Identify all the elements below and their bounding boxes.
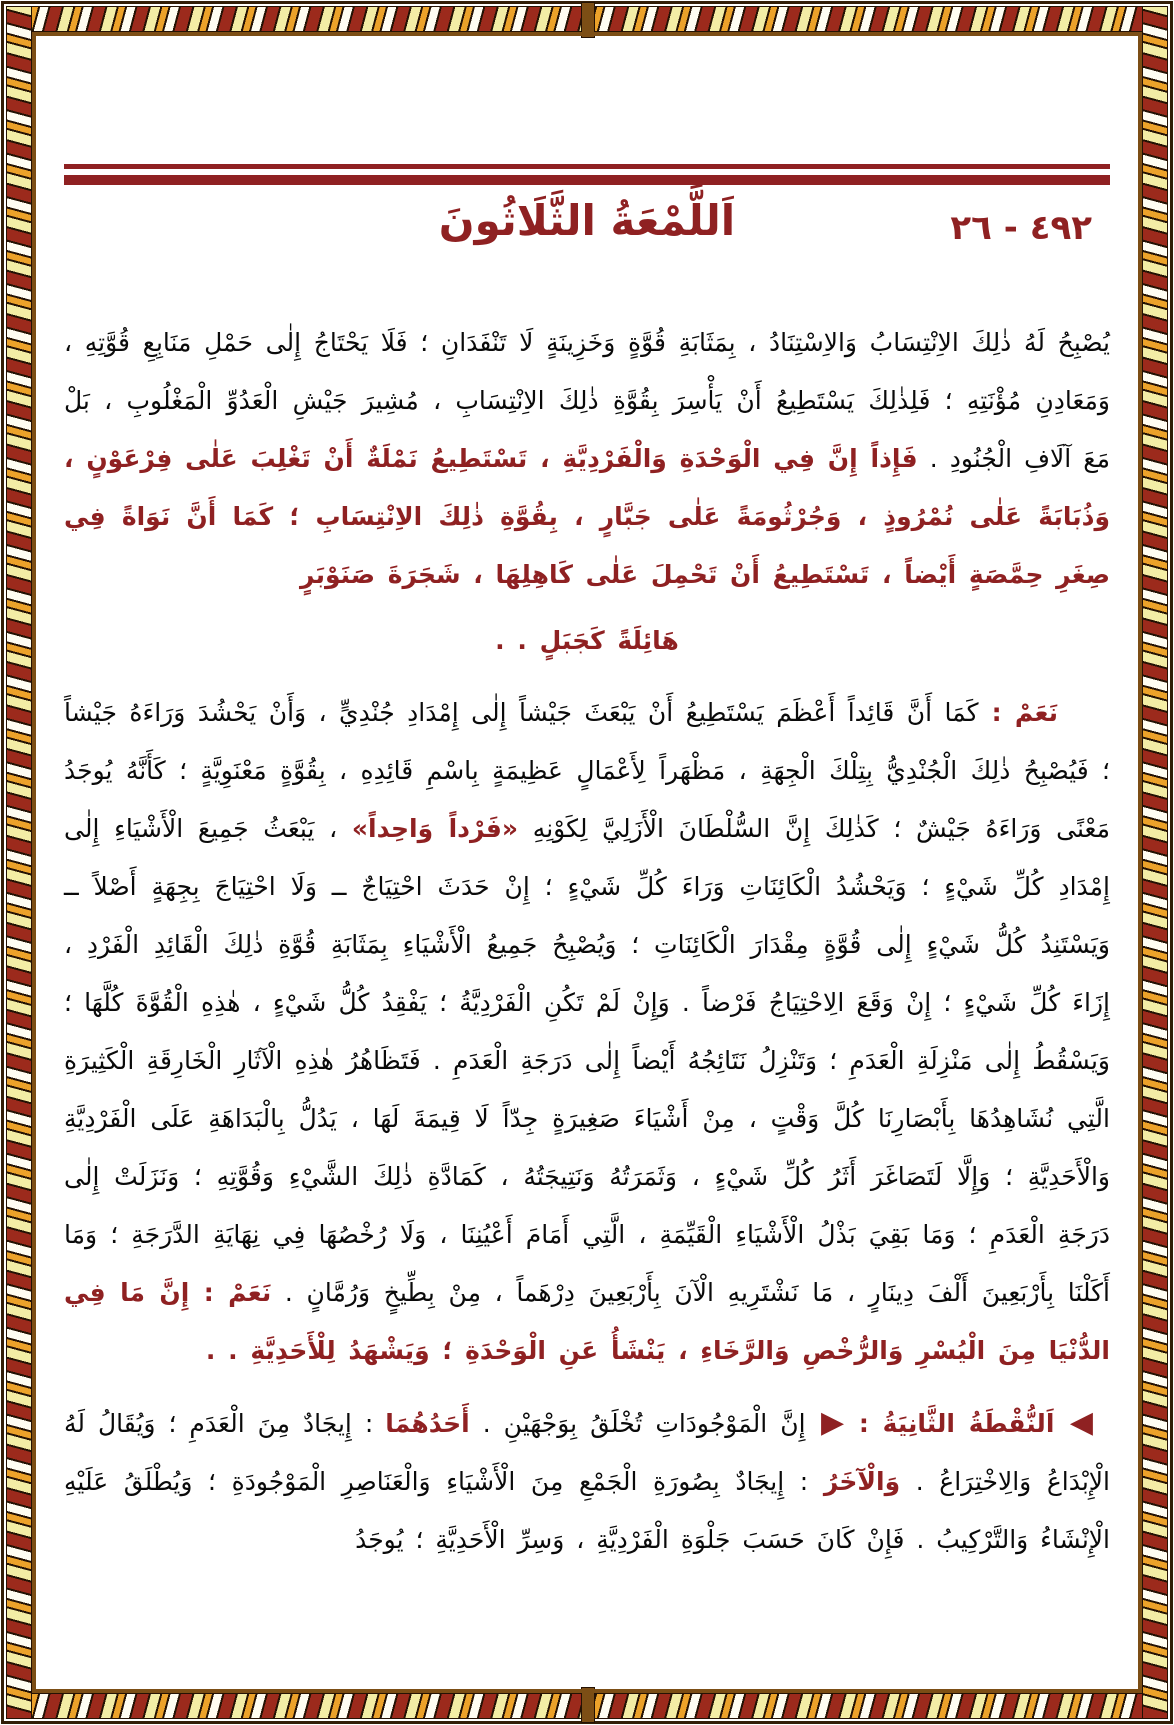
page-number: ٤٩٢ - ٢٦ (950, 208, 1092, 248)
text-segment: «فَرْداً وَاحِداً» (351, 814, 519, 843)
text-segment: : إِيجَادٌ بِصُورَةِ الْجَمْعِ مِنَ الْأَشْيَاءِ وَالْعَنَاصِرِ الْمَوْجُودَةِ ؛ وَيُطْلَقُ عَلَيْهِ الْإِنْشَاءُ وَالتَّرْكِيبُ . فَإِنْ كَانَ حَسَبَ جَلْوَةِ الْفَرْدِيَّةِ ، وَسِرِّ الْأَحَدِيَّةِ ؛ يُوجَدُ (64, 1467, 1110, 1554)
paragraph-centered-ending (64, 612, 1110, 670)
paragraph (64, 684, 1110, 1380)
text-segment: هَائِلَةً كَجَبَلٍ . . (495, 626, 679, 655)
border-center-tab-bottom (581, 1687, 595, 1723)
ornamental-border-right (1142, 6, 1168, 1719)
border-center-tab-top (581, 2, 595, 38)
text-segment: اَلنُّقْطَةُ الثَّانِيَةُ : (845, 1409, 1055, 1438)
text-segment: نَعَمْ : إِنَّ مَا فِي الدُّنْيَا مِنَ الْيُسْرِ وَالرُّخْصِ وَالرَّخَاءِ ، يَنْشَأُ عَنِ الْوَحْدَةِ ؛ وَيَشْهَدُ لِلْأَحَدِيَّةِ . . (64, 1278, 1110, 1365)
text-segment: أَحَدُهُمَا (385, 1409, 470, 1438)
text-segment: ، يَبْعَثُ جَمِيعَ الْأَشْيَاءِ إِلٰى إِمْدَادِ كُلِّ شَيْءٍ ؛ وَيَحْشُدُ الْكَائِنَاتِ وَرَاءَ كُلِّ شَيْءٍ ؛ إِنْ حَدَثَ احْتِيَاجٌ ــ وَلَا احْتِيَاجَ بِجِهَةٍ أَصْلاً ــ وَيَسْتَنِدُ كُلُّ شَيْءٍ إِلٰى قُوَّةٍ مِقْدَارَ الْكَائِنَاتِ ؛ وَيُصْبِحُ جَمِيعُ الْأَشْيَاءِ بِمَثَابَةِ قُوَّةِ ذٰلِكَ الْقَائِدِ الْفَرْدِ ، إِزَاءَ كُلِّ شَيْءٍ ؛ إِنْ وَقَعَ الِاحْتِيَاجُ فَرْضاً . وَإِنْ لَمْ تَكُنِ الْفَرْدِيَّةُ ؛ يَفْقِدُ كُلُّ شَيْءٍ ، هٰذِهِ الْقُوَّةَ كُلَّهَا ؛ وَيَسْقُطُ إِلٰى مَنْزِلَةِ الْعَدَمِ ؛ وَتَنْزِلُ نَتَائِجُهُ أَيْضاً إِلٰى دَرَجَةِ الْعَدَمِ . فَتَظَاهُرُ هٰذِهِ الْآثَارِ الْخَارِقَةِ الْكَثِيرَةِ الَّتِي نُشَاهِدُهَا بِأَبْصَارِنَا كُلَّ وَقْتٍ ، مِنْ أَشْيَاءَ صَغِيرَةٍ جِدّاً لَا قِيمَةَ لَهَا ، يَدُلُّ بِالْبَدَاهَةِ عَلَى الْفَرْدِيَّةِ وَالْأَحَدِيَّةِ ؛ وَإِلَّا لَتَصَاغَرَ أَثَرُ كُلِّ شَيْءٍ ، وَثَمَرَتُهُ وَنَتِيجَتُهُ ، كَمَادَّةِ ذٰلِكَ الشَّيْءِ وَقُوَّتِهِ ؛ وَنَزَلَتْ إِلٰى دَرَجَةِ الْعَدَمِ ؛ وَمَا بَقِيَ بَذْلُ الْأَشْيَاءِ الْقَيِّمَةِ ، الَّتِي أَمَامَ أَعْيُنِنَا ، وَلَا رُخْصُهَا فِي نِهَايَةِ الدَّرَجَةِ ؛ وَمَا أَكَلْنَا بِأَرْبَعِينَ أَلْفَ دِينَارٍ ، مَا نَشْتَرِيهِ الْآنَ بِأَرْبَعِينَ دِرْهَماً ، مِنْ بِطِّيخٍ وَرُمَّانٍ . (64, 814, 1110, 1307)
text-segment: : إِيجَادٌ مِنَ الْعَدَمِ ؛ وَيُقَالُ لَهُ الْإِبْدَاعُ وَالِاخْتِرَاعُ . (64, 1409, 1110, 1496)
text-segment: وَالْآخَرُ (823, 1467, 901, 1496)
header-divider (64, 164, 1110, 185)
page-body (64, 314, 1110, 1569)
text-segment: إِنَّ الْمَوْجُودَاتِ تُخْلَقُ بِوَجْهَيْنِ . (469, 1409, 806, 1438)
paragraph (64, 314, 1110, 604)
text-segment: يُصْبِحُ لَهُ ذٰلِكَ الاِنْتِسَابُ وَالاِسْتِنَادُ ، بِمَثَابَةِ قُوَّةٍ وَخَزِينَةٍ لَا تَنْفَدَانِ ؛ فَلَا يَحْتَاجُ إِلٰى حَمْلِ مَنَابِعِ قُوَّتِهِ ، وَمَعَادِنِ مُؤْنَتِهِ ؛ فَلِذٰلِكَ يَسْتَطِيعُ أَنْ يَأْسِرَ بِقُوَّةِ ذٰلِكَ الاِنْتِسَابِ ، مُشِيرَ جَيْشِ الْعَدُوِّ الْمَغْلُوبِ ، بَلْ مَعَ آلَافِ الْجُنُودِ . (64, 328, 1110, 473)
ornament-icon: ◀ (1054, 1405, 1095, 1440)
page-content (38, 38, 1136, 1687)
paragraph (64, 1394, 1110, 1569)
ornamental-border-left (6, 6, 32, 1719)
page-header (64, 164, 1110, 292)
text-segment: نَعَمْ : (978, 698, 1058, 727)
page-title: اَللَّمْعَةُ الثَّلَاثُونَ (438, 196, 736, 245)
ornament-icon: ▶ (805, 1405, 846, 1440)
text-segment: فَإِذاً إِنَّ فِي الْوَحْدَةِ وَالْفَرْدِيَّةِ ، تَسْتَطِيعُ نَمْلَةٌ أَنْ تَغْلِبَ عَلٰى فِرْعَوْنٍ ، وَذُبَابَةً عَلٰى نُمْرُوذٍ ، وَجُرْثُومَةً عَلٰى جَبَّارٍ ، بِقُوَّةِ ذٰلِكَ الاِنْتِسَابِ ؛ كَمَا أَنَّ نَوَاةً فِي صِغَرِ حِمَّصَةٍ أَيْضاً ، تَسْتَطِيعُ أَنْ تَحْمِلَ عَلٰى كَاهِلِهَا ، شَجَرَةَ صَنَوْبَرٍ (64, 444, 1110, 589)
text-segment: كَمَا أَنَّ قَائِداً أَعْظَمَ يَسْتَطِيعُ أَنْ يَبْعَثَ جَيْشاً إِلٰى إِمْدَادِ جُنْدِيٍّ ، وَأَنْ يَحْشُدَ وَرَاءَهُ جَيْشاً ؛ فَيُصْبِحُ ذٰلِكَ الْجُنْدِيُّ بِتِلْكَ الْجِهَةِ ، مَظْهَراً لِأَعْمَالٍ عَظِيمَةٍ بِاسْمِ قَائِدِهِ ، بِقُوَّةٍ مَعْنَوِيَّةٍ ؛ كَأَنَّهُ يُوجَدُ مَعْنًى وَرَاءَهُ جَيْشٌ ؛ كَذٰلِكَ إِنَّ السُّلْطَانَ الْأَزَلِيَّ لِكَوْنِهِ (64, 698, 1110, 843)
